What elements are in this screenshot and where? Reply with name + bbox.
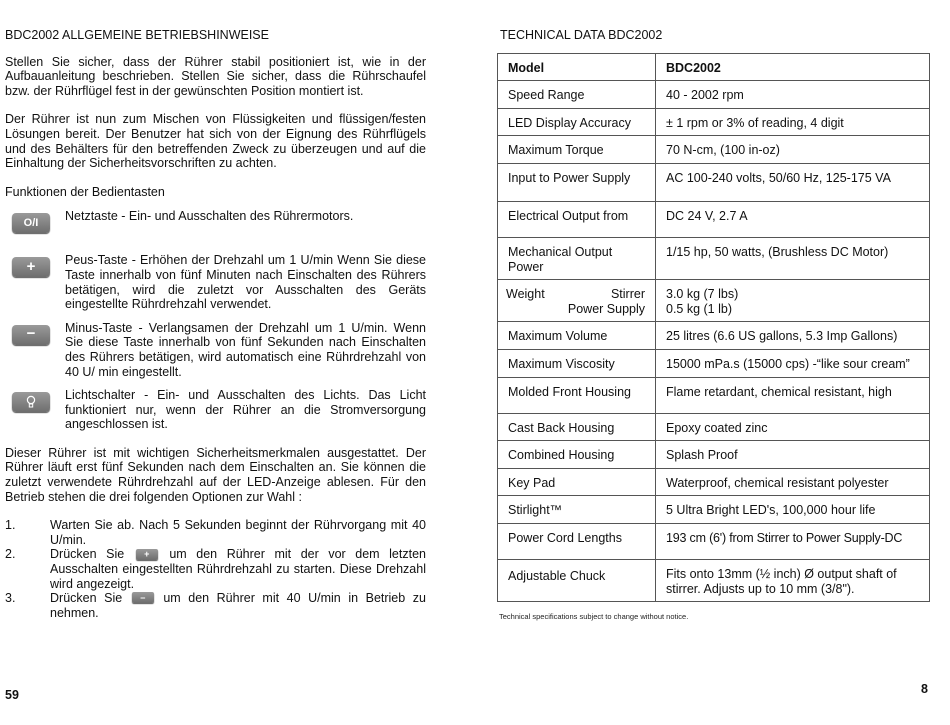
row-value: 40 - 2002 rpm xyxy=(656,81,930,109)
function-item-power xyxy=(5,209,426,239)
list-text: um den Rührer mit 40 U/min in Betrieb zu nehmen. xyxy=(50,591,426,620)
function-item-plus xyxy=(5,253,426,311)
spec-table xyxy=(497,53,930,603)
row-value: Flame retardant, chemical resistant, high xyxy=(656,377,930,413)
row-label: Combined Housing xyxy=(498,441,656,469)
minus-key-icon: − xyxy=(132,592,154,603)
row-label: Power Cord Lengths xyxy=(498,523,656,559)
function-item-minus xyxy=(5,321,426,379)
function-text: Minus-Taste - Verlangsamen der Drehzahl um 1 U/min. Wenn Sie diese Taste innerhalb von fünf Sekunden nach Einschalten des Rührers betätigen, wird automatisch eine Rührdrehzahl von 40 U/ min eingestellt. xyxy=(65,320,426,379)
intro-paragraph: Stellen Sie sicher, dass der Rührer stabil positioniert ist, wie in der Aufbauanleitung beschrieben. Stellen Sie sicher, dass die Rührschaufel bzw. der Rührflügel fest in der gewünschten Position montiert ist. xyxy=(5,54,426,98)
row-label: Molded Front Housing xyxy=(498,377,656,413)
row-value: Waterproof, chemical resistant polyester xyxy=(656,468,930,496)
options-list xyxy=(5,518,426,620)
row-label: LED Display Accuracy xyxy=(498,108,656,136)
row-value: 5 Ultra Bright LED's, 100,000 hour life xyxy=(656,496,930,524)
spec-disclaimer: Technical specifications subject to change without notice. xyxy=(499,612,689,622)
row-label: Maximum Volume xyxy=(498,322,656,350)
row-label: Mechanical Output Power xyxy=(498,237,656,279)
page-number-right: 8 xyxy=(921,682,928,697)
minus-key-icon: − xyxy=(12,325,50,345)
row-value: 1/15 hp, 50 watts, (Brushless DC Motor) xyxy=(656,237,930,279)
table-row xyxy=(498,496,930,524)
table-row xyxy=(498,280,930,322)
safety-paragraph: Dieser Rührer ist mit wichtigen Sicherheitsmerkmalen ausgestattet. Der Rührer läuft erst fünf Sekunden nach dem Einschalten an. Sie können die zuletzt verwendete Rührdrehzahl auf der LED-Anzeige ablesen. Für den Betrieb stehen die drei folgenden Optionen zur Wahl : xyxy=(5,445,426,504)
table-row xyxy=(498,349,930,377)
row-label: Input to Power Supply xyxy=(498,163,656,201)
weight-power-supply-label: Power Supply xyxy=(567,301,645,316)
row-value: 25 litres (6.6 US gallons, 5.3 Imp Gallons) xyxy=(656,322,930,350)
row-value: 193 cm (6') from Stirrer to Power Supply-DC xyxy=(656,523,930,559)
left-page xyxy=(5,28,426,620)
row-label: Cast Back Housing xyxy=(498,413,656,441)
technical-data-title: TECHNICAL DATA BDC2002 xyxy=(500,28,663,42)
function-text: Netztaste - Ein- und Ausschalten des Rührermotors. xyxy=(65,209,354,224)
table-row xyxy=(498,441,930,469)
list-item xyxy=(5,547,426,591)
row-value: 15000 mPa.s (15000 cps) -“like sour cream” xyxy=(656,349,930,377)
row-label: Maximum Viscosity xyxy=(498,349,656,377)
row-label xyxy=(498,280,656,322)
page-number-left: 59 xyxy=(5,688,19,703)
row-label: Speed Range xyxy=(498,81,656,109)
table-row xyxy=(498,237,930,279)
row-label: Stirlight™ xyxy=(498,496,656,524)
row-value: Epoxy coated zinc xyxy=(656,413,930,441)
left-heading: BDC2002 ALLGEMEINE BETRIEBSHINWEISE xyxy=(5,28,269,42)
table-row xyxy=(498,377,930,413)
table-row xyxy=(498,413,930,441)
table-row xyxy=(498,559,930,601)
function-text: Lichtschalter - Ein- und Ausschalten des Lichts. Das Licht funktioniert nur, wenn der Rührer an die Stromversorgung angeschlossen ist. xyxy=(65,388,426,432)
table-header-row xyxy=(498,53,930,81)
table-row xyxy=(498,136,930,164)
functions-title: Funktionen der Bedientasten xyxy=(5,184,165,199)
table-row xyxy=(498,322,930,350)
table-row xyxy=(498,163,930,201)
weight-stirrer-label: Stirrer xyxy=(610,287,645,302)
weight-stirrer-value: 3.0 kg (7 lbs) xyxy=(666,287,739,302)
row-value: ± 1 rpm or 3% of reading, 4 digit xyxy=(656,108,930,136)
right-page xyxy=(497,28,930,625)
row-value: Splash Proof xyxy=(656,441,930,469)
function-text: Peus-Taste - Erhöhen der Drehzahl um 1 U/min Wenn Sie diese Taste innerhalb von fünf Minuten nach Einschalten des Rührers betätigen, wird die zuletzt vor Ausschalten des Geräts eingestellte Rührdrehzahl verwendet. xyxy=(65,253,426,312)
list-text: Drücken Sie xyxy=(50,591,123,606)
row-value xyxy=(656,280,930,322)
table-row xyxy=(498,468,930,496)
list-item xyxy=(5,518,426,547)
weight-power-supply-value: 0.5 kg (1 lb) xyxy=(666,301,733,316)
table-row xyxy=(498,523,930,559)
list-text: Drücken Sie xyxy=(50,547,125,562)
plus-key-icon: + xyxy=(136,549,158,560)
row-label: Key Pad xyxy=(498,468,656,496)
light-bulb-key-icon xyxy=(12,392,50,412)
function-item-light xyxy=(5,388,426,432)
row-value: Fits onto 13mm (½ inch) Ø output shaft of stirrer. Adjusts up to 10 mm (3/8"). xyxy=(656,559,930,601)
table-row xyxy=(498,81,930,109)
row-label: Maximum Torque xyxy=(498,136,656,164)
power-key-icon: O/I xyxy=(12,213,50,233)
row-label: Electrical Output from xyxy=(498,201,656,237)
row-value: DC 24 V, 2.7 A xyxy=(656,201,930,237)
usage-paragraph: Der Rührer ist nun zum Mischen von Flüssigkeiten und flüssigen/festen Lösungen bereit. Der Benutzer hat sich von der Eignung des Rührflügels und des Behälters für den betreffenden Zweck zu überzeugen und auf die Einhaltung der Sicherheitsvorschriften zu achten. xyxy=(5,112,426,171)
list-number: 3. xyxy=(5,591,16,606)
table-header-label: Model xyxy=(498,53,656,81)
table-row xyxy=(498,108,930,136)
table-row xyxy=(498,201,930,237)
row-value: AC 100-240 volts, 50/60 Hz, 125-175 VA xyxy=(656,163,930,201)
list-number: 2. xyxy=(5,547,16,562)
list-item xyxy=(5,591,426,620)
weight-label: Weight xyxy=(506,287,545,302)
list-text: Warten Sie ab. Nach 5 Sekunden beginnt der Rührvorgang mit 40 U/min. xyxy=(50,518,426,547)
table-header-value: BDC2002 xyxy=(656,53,930,81)
list-text: um den Rührer mit der vor dem letzten Ausschalten eingestellten Rührdrehzahl zu starten. Diese Drehzahl wird angezeigt. xyxy=(50,547,426,591)
row-label: Adjustable Chuck xyxy=(498,559,656,601)
plus-key-icon: + xyxy=(12,257,50,277)
row-value: 70 N-cm, (100 in-oz) xyxy=(656,136,930,164)
list-number: 1. xyxy=(5,518,16,533)
